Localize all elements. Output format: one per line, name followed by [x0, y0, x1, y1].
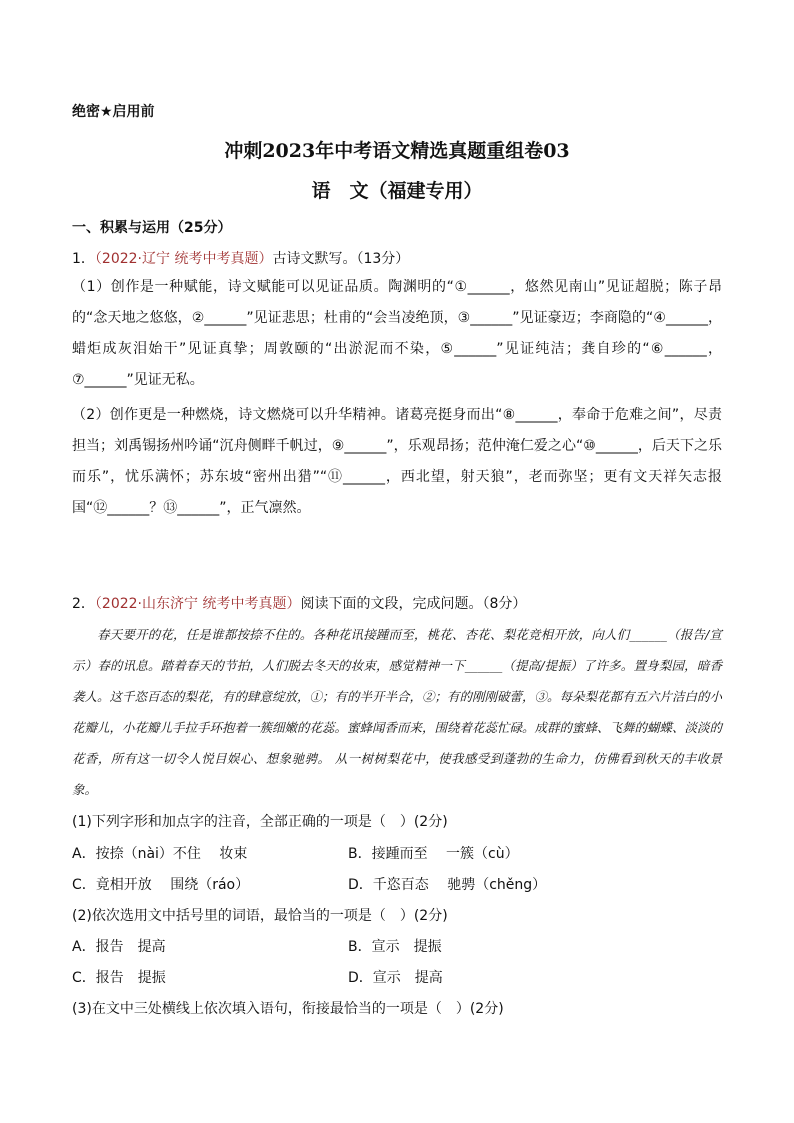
- reading-passage: 春天要开的花，任是谁都按捺不住的。各种花讯接踵而至，桃花、杏花、梨花竞相开放，向人们______（报告/宣示）春的讯息。踏着春天的节拍，人们脱去冬天的妆束，感觉精神一下______（提高/提振）了许多。置身梨园，暗香袭人。这千恣百态的梨花，有的肆意绽放，①；有的半开半合，②；有的刚刚破蕾，③。每朵梨花都有五六片洁白的小花瓣儿，小花瓣儿手拉手环抱着一簇细嫩的花蕊。蜜蜂闻香而来，围绕着花蕊忙碌。成群的蜜蜂、飞舞的蝴蝶、淡淡的花香，所有这一切令人悦目娱心、想象驰骋。 从一树树梨花中，使我感受到蓬勃的生命力，仿佛看到秋天的丰收景象。: [72, 627, 723, 797]
- option-b: B．宣示 提振: [348, 939, 442, 955]
- question-2-header: [72, 593, 526, 613]
- option-c: C．竟相开放 围绕（ráo）: [72, 877, 250, 893]
- exam-title: 冲刺2023年中考语文精选真题重组卷03: [224, 140, 570, 162]
- option-d: D．宣示 提高: [348, 970, 443, 986]
- question-prompt: 阅读下面的文段，完成问题。（8分）: [300, 596, 527, 612]
- confidential-label: 绝密★启用前: [72, 104, 155, 120]
- question-source: （2022·辽宁 统考中考真题）: [94, 251, 273, 267]
- option-b: B．接踵而至 一簇（cù）: [348, 846, 519, 862]
- question-1-header: [72, 248, 409, 268]
- question-1-part-1: （1）创作是一种赋能，诗文赋能可以见证品质。陶渊明的“①______，悠然见南山”见证超脱；陈子昂的“念天地之悠悠，②______”见证悲思；杜甫的“会当凌绝顶，③______”见证豪迈；李商隐的“④______，蜡炬成灰泪始干”见证真挚；周敦颐的“出淤泥而不染，⑤______”见证纯洁；龚自珍的“⑥______，⑦______”见证无私。: [72, 279, 722, 388]
- question-prompt: 古诗文默写。（13分）: [272, 251, 410, 267]
- sub-question-1: (1)下列字形和加点字的注音，全部正确的一项是（ ）(2分): [72, 814, 448, 830]
- option-d: D．千恣百态 驰骋（chěng）: [348, 877, 547, 893]
- question-1-part-2: （2）创作更是一种燃烧，诗文燃烧可以升华精神。诸葛亮挺身而出“⑧______，奉命于危难之间”，尽责担当；刘禹锡扬州吟诵“沉舟侧畔千帆过，⑨______”，乐观昂扬；范仲淹仁爱之心“⑩______，后天下之乐而乐”，忧乐满怀；苏东坡“密州出猎”“⑪______，西北望，射天狼”，老而弥坚；更有文天祥矢志报国“⑫______？⑬______”，正气凛然。: [72, 407, 722, 516]
- question-number: 2．: [72, 596, 95, 612]
- option-a: A．报告 提高: [72, 939, 166, 955]
- exam-subtitle: 语 文（福建专用）: [311, 180, 483, 202]
- sub-question-2: (2)依次选用文中括号里的词语，最恰当的一项是（ ）(2分): [72, 908, 448, 924]
- question-source: （2022·山东济宁 统考中考真题）: [94, 596, 301, 612]
- option-a: A．按捺（nài）不住 妆束: [72, 846, 248, 862]
- sub-question-3: (3)在文中三处横线上依次填入语句，衔接最恰当的一项是（ ）(2分): [72, 1001, 504, 1017]
- option-c: C．报告 提振: [72, 970, 166, 986]
- section-heading: 一、积累与运用（25分）: [72, 220, 232, 236]
- question-number: 1．: [72, 251, 95, 267]
